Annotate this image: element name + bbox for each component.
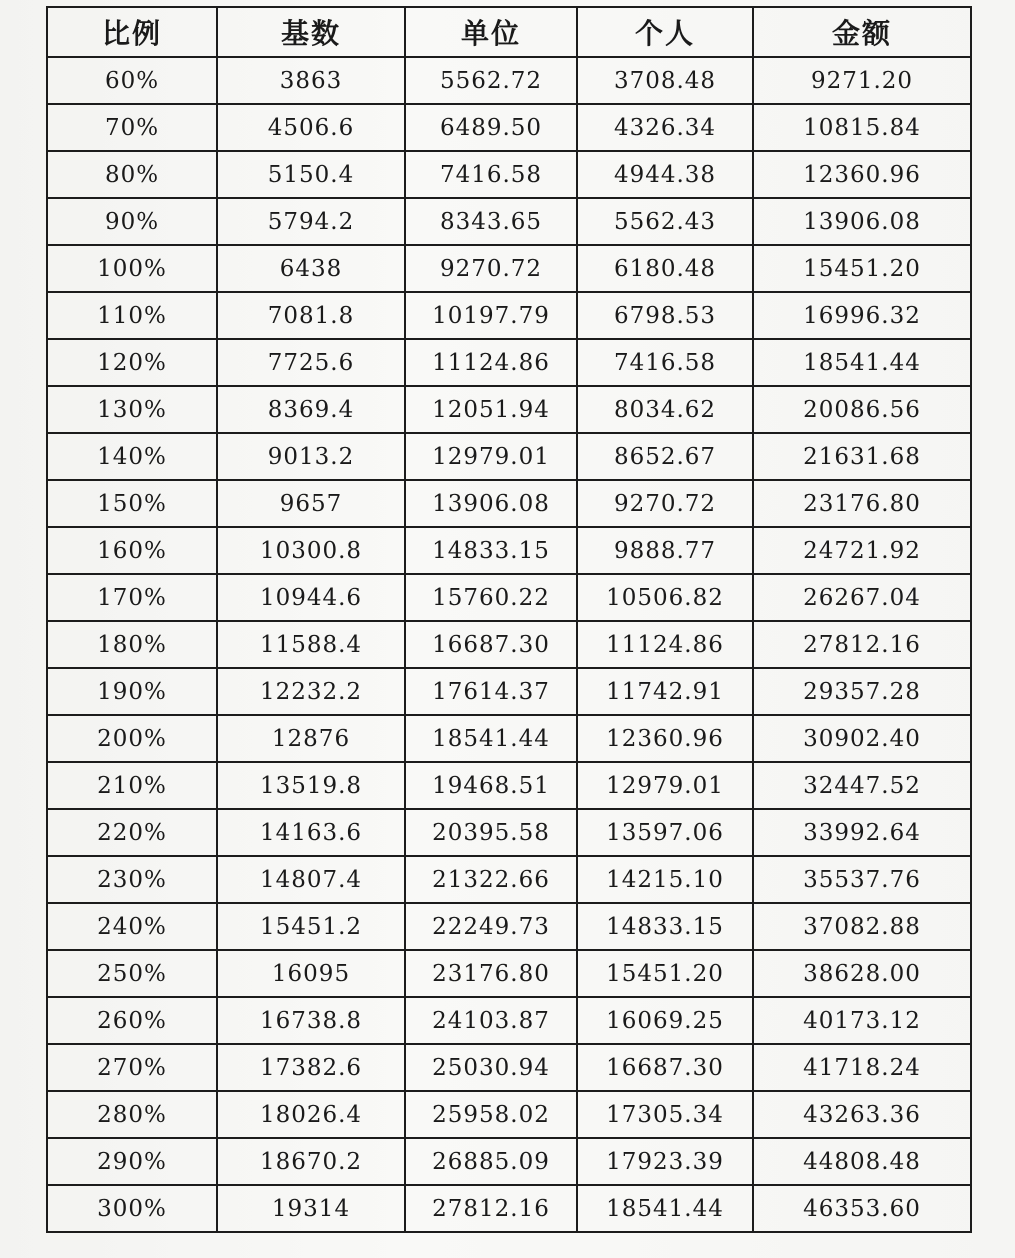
cell-base: 18026.4 <box>217 1091 405 1138</box>
cell-personal: 18541.44 <box>577 1185 753 1232</box>
table-row <box>47 1138 971 1185</box>
cell-ratio: 220% <box>47 809 217 856</box>
cell-amount: 9271.20 <box>753 57 971 104</box>
cell-employer: 25958.02 <box>405 1091 577 1138</box>
cell-personal: 6180.48 <box>577 245 753 292</box>
cell-personal: 17305.34 <box>577 1091 753 1138</box>
cell-employer: 5562.72 <box>405 57 577 104</box>
cell-personal: 16069.25 <box>577 997 753 1044</box>
cell-employer: 7416.58 <box>405 151 577 198</box>
cell-ratio: 120% <box>47 339 217 386</box>
cell-employer: 19468.51 <box>405 762 577 809</box>
cell-amount: 23176.80 <box>753 480 971 527</box>
cell-base: 4506.6 <box>217 104 405 151</box>
cell-employer: 25030.94 <box>405 1044 577 1091</box>
cell-ratio: 200% <box>47 715 217 762</box>
cell-base: 5794.2 <box>217 198 405 245</box>
cell-personal: 14215.10 <box>577 856 753 903</box>
cell-personal: 11742.91 <box>577 668 753 715</box>
cell-ratio: 240% <box>47 903 217 950</box>
cell-employer: 10197.79 <box>405 292 577 339</box>
table-row <box>47 151 971 198</box>
cell-base: 6438 <box>217 245 405 292</box>
cell-employer: 15760.22 <box>405 574 577 621</box>
table-row <box>47 480 971 527</box>
cell-employer: 20395.58 <box>405 809 577 856</box>
cell-base: 9657 <box>217 480 405 527</box>
header-personal: 个人 <box>577 7 753 57</box>
cell-employer: 16687.30 <box>405 621 577 668</box>
cell-personal: 5562.43 <box>577 198 753 245</box>
cell-employer: 27812.16 <box>405 1185 577 1232</box>
contribution-table <box>46 6 972 1233</box>
table-row <box>47 292 971 339</box>
cell-ratio: 260% <box>47 997 217 1044</box>
header-base: 基数 <box>217 7 405 57</box>
cell-ratio: 90% <box>47 198 217 245</box>
cell-amount: 12360.96 <box>753 151 971 198</box>
cell-base: 14807.4 <box>217 856 405 903</box>
cell-ratio: 300% <box>47 1185 217 1232</box>
cell-ratio: 130% <box>47 386 217 433</box>
cell-personal: 14833.15 <box>577 903 753 950</box>
cell-ratio: 280% <box>47 1091 217 1138</box>
table-row <box>47 762 971 809</box>
cell-amount: 16996.32 <box>753 292 971 339</box>
cell-employer: 11124.86 <box>405 339 577 386</box>
table-row <box>47 245 971 292</box>
cell-personal: 8034.62 <box>577 386 753 433</box>
table-header-row <box>47 7 971 57</box>
cell-amount: 44808.48 <box>753 1138 971 1185</box>
cell-personal: 6798.53 <box>577 292 753 339</box>
cell-amount: 30902.40 <box>753 715 971 762</box>
table-row <box>47 1044 971 1091</box>
cell-amount: 41718.24 <box>753 1044 971 1091</box>
cell-personal: 9888.77 <box>577 527 753 574</box>
cell-base: 7725.6 <box>217 339 405 386</box>
table-row <box>47 527 971 574</box>
table-row <box>47 1091 971 1138</box>
cell-ratio: 230% <box>47 856 217 903</box>
cell-base: 8369.4 <box>217 386 405 433</box>
cell-employer: 13906.08 <box>405 480 577 527</box>
cell-ratio: 150% <box>47 480 217 527</box>
cell-base: 10300.8 <box>217 527 405 574</box>
cell-employer: 6489.50 <box>405 104 577 151</box>
cell-amount: 10815.84 <box>753 104 971 151</box>
cell-personal: 8652.67 <box>577 433 753 480</box>
table-row <box>47 809 971 856</box>
table-row <box>47 386 971 433</box>
cell-ratio: 270% <box>47 1044 217 1091</box>
cell-base: 17382.6 <box>217 1044 405 1091</box>
cell-personal: 12979.01 <box>577 762 753 809</box>
table-row <box>47 856 971 903</box>
cell-amount: 29357.28 <box>753 668 971 715</box>
table-row <box>47 997 971 1044</box>
cell-ratio: 80% <box>47 151 217 198</box>
cell-ratio: 170% <box>47 574 217 621</box>
cell-base: 12876 <box>217 715 405 762</box>
header-ratio: 比例 <box>47 7 217 57</box>
cell-ratio: 210% <box>47 762 217 809</box>
cell-base: 15451.2 <box>217 903 405 950</box>
cell-employer: 21322.66 <box>405 856 577 903</box>
cell-base: 12232.2 <box>217 668 405 715</box>
cell-amount: 27812.16 <box>753 621 971 668</box>
table-row <box>47 1185 971 1232</box>
cell-ratio: 250% <box>47 950 217 997</box>
cell-amount: 37082.88 <box>753 903 971 950</box>
cell-base: 14163.6 <box>217 809 405 856</box>
cell-amount: 15451.20 <box>753 245 971 292</box>
table-row <box>47 339 971 386</box>
cell-base: 19314 <box>217 1185 405 1232</box>
cell-amount: 24721.92 <box>753 527 971 574</box>
table-row <box>47 950 971 997</box>
cell-amount: 35537.76 <box>753 856 971 903</box>
cell-ratio: 60% <box>47 57 217 104</box>
table-row <box>47 104 971 151</box>
table-row <box>47 574 971 621</box>
cell-employer: 23176.80 <box>405 950 577 997</box>
cell-base: 7081.8 <box>217 292 405 339</box>
cell-base: 16095 <box>217 950 405 997</box>
table-body <box>47 57 971 1232</box>
cell-amount: 32447.52 <box>753 762 971 809</box>
cell-amount: 33992.64 <box>753 809 971 856</box>
table-row <box>47 903 971 950</box>
cell-ratio: 110% <box>47 292 217 339</box>
cell-personal: 4326.34 <box>577 104 753 151</box>
cell-ratio: 140% <box>47 433 217 480</box>
cell-base: 11588.4 <box>217 621 405 668</box>
cell-employer: 12051.94 <box>405 386 577 433</box>
cell-personal: 16687.30 <box>577 1044 753 1091</box>
cell-base: 9013.2 <box>217 433 405 480</box>
table-row <box>47 668 971 715</box>
cell-ratio: 290% <box>47 1138 217 1185</box>
cell-base: 18670.2 <box>217 1138 405 1185</box>
cell-personal: 11124.86 <box>577 621 753 668</box>
cell-amount: 18541.44 <box>753 339 971 386</box>
cell-base: 3863 <box>217 57 405 104</box>
cell-personal: 15451.20 <box>577 950 753 997</box>
cell-personal: 17923.39 <box>577 1138 753 1185</box>
cell-personal: 4944.38 <box>577 151 753 198</box>
table-row <box>47 621 971 668</box>
cell-employer: 9270.72 <box>405 245 577 292</box>
cell-employer: 18541.44 <box>405 715 577 762</box>
table-row <box>47 715 971 762</box>
header-amount: 金额 <box>753 7 971 57</box>
cell-amount: 20086.56 <box>753 386 971 433</box>
cell-base: 5150.4 <box>217 151 405 198</box>
cell-amount: 13906.08 <box>753 198 971 245</box>
cell-amount: 40173.12 <box>753 997 971 1044</box>
cell-employer: 26885.09 <box>405 1138 577 1185</box>
cell-personal: 12360.96 <box>577 715 753 762</box>
cell-personal: 7416.58 <box>577 339 753 386</box>
cell-ratio: 190% <box>47 668 217 715</box>
cell-employer: 12979.01 <box>405 433 577 480</box>
cell-amount: 43263.36 <box>753 1091 971 1138</box>
cell-ratio: 100% <box>47 245 217 292</box>
table-row <box>47 57 971 104</box>
cell-amount: 46353.60 <box>753 1185 971 1232</box>
cell-base: 16738.8 <box>217 997 405 1044</box>
cell-base: 10944.6 <box>217 574 405 621</box>
table-row <box>47 433 971 480</box>
cell-personal: 9270.72 <box>577 480 753 527</box>
cell-employer: 22249.73 <box>405 903 577 950</box>
cell-amount: 21631.68 <box>753 433 971 480</box>
cell-personal: 3708.48 <box>577 57 753 104</box>
cell-base: 13519.8 <box>217 762 405 809</box>
cell-employer: 14833.15 <box>405 527 577 574</box>
cell-employer: 8343.65 <box>405 198 577 245</box>
header-employer: 单位 <box>405 7 577 57</box>
cell-employer: 17614.37 <box>405 668 577 715</box>
table-row <box>47 198 971 245</box>
cell-ratio: 160% <box>47 527 217 574</box>
cell-amount: 38628.00 <box>753 950 971 997</box>
cell-ratio: 70% <box>47 104 217 151</box>
cell-personal: 13597.06 <box>577 809 753 856</box>
cell-amount: 26267.04 <box>753 574 971 621</box>
cell-employer: 24103.87 <box>405 997 577 1044</box>
cell-ratio: 180% <box>47 621 217 668</box>
cell-personal: 10506.82 <box>577 574 753 621</box>
